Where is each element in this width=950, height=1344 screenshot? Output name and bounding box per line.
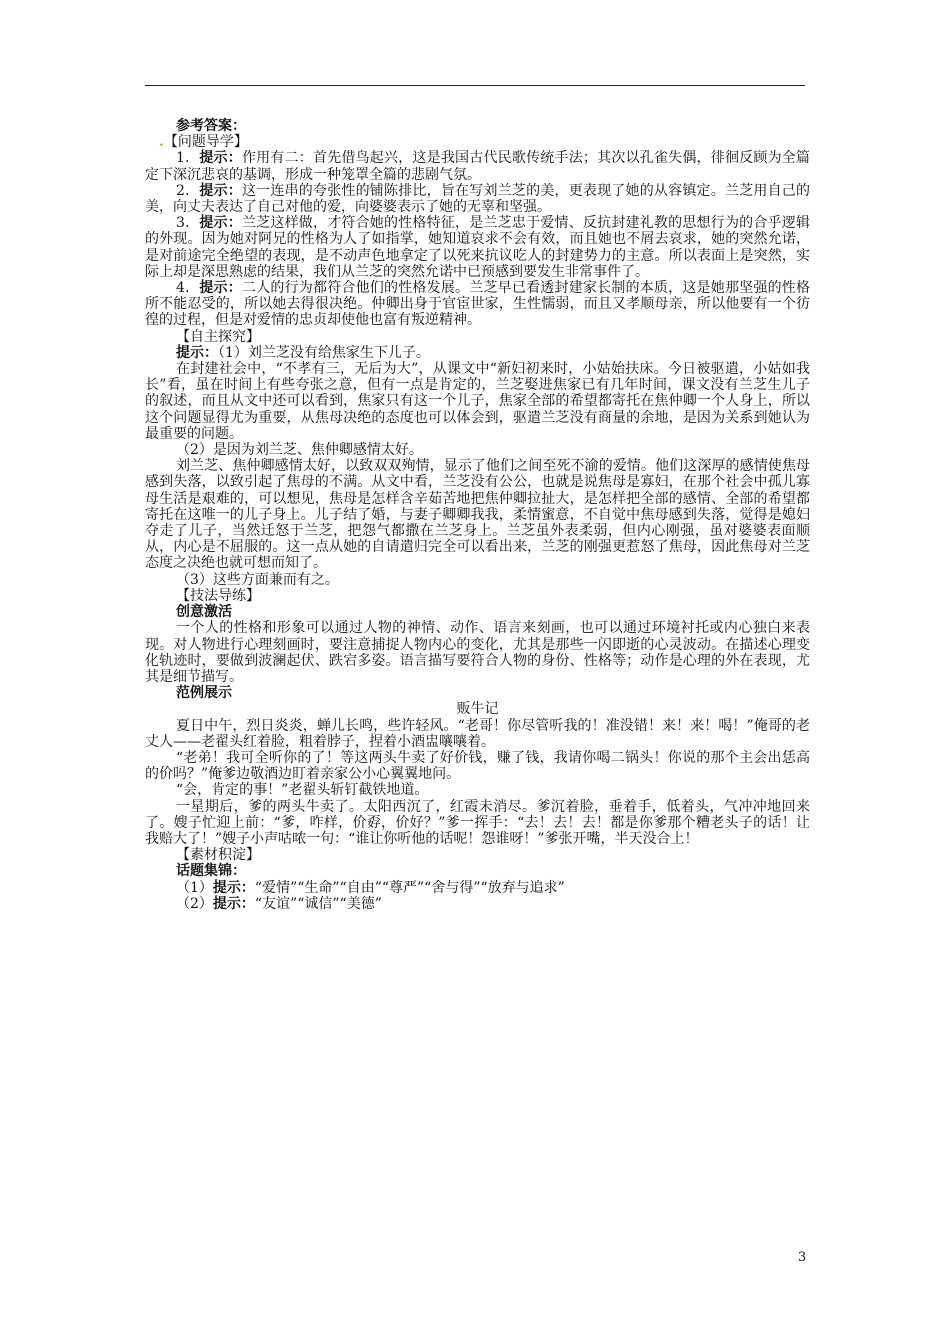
explore-point-1: 提示：（1）刘兰芝没有给焦家生下儿子。 [176, 344, 430, 361]
story-paragraph-4: 一星期后，爹的两头牛卖了。太阳西沉了，红霞未消尽。爹沉着脸，垂着手，低着头，气冲冲地回来了。嫂子忙迎上前：“爹，咋样，价孬，价好？”爹一挥手：“去！去！去！都是你爹那个糟老头子的话！让我赔大了！”嫂子小声咕哝一句：“谁让你听他的话呢！怨谁呀！”爹张开嘴，半天没合上！ [145, 798, 810, 847]
answer-4: 4．提示：二人的行为都符合他们的性格发展。兰芝早已看透封建家长制的本质，这是她那坚强的性格所不能忍受的，所以她去得很决绝。仲卿出身于官宦世家，生性懦弱，而且又孝顺母亲，所以他要有一个彷徨的过程，但是对爱情的忠贞却使他也富有叛逆精神。 [145, 280, 810, 329]
document-body [145, 118, 810, 912]
topic-item-1: （1）提示：“爱情”“生命”“自由”“尊严”“舍与得”“放弃与追求” [176, 879, 565, 896]
explore-paragraph-1: 在封建社会中，“不孝有三，无后为大”，从课文中“新妇初来时，小姑始扶床。今日被驱遣，小姑如我长”看，虽在时间上有些夸张之意，但有一点是肯定的，兰芝娶进焦家已有几年时间，课文没有兰芝生儿子的叙述，而且从文中还可以看到，焦家只有这一个儿子，焦家全部的希望都寄托在焦仲卿一个人身上，所以这个问题显得尤为重要，从焦母决绝的态度也可以体会到，驱遣兰芝没有商量的余地，是因为关系到她认为最重要的问题。 [145, 361, 810, 442]
creative-heading: 创意激活 [176, 604, 232, 621]
creative-paragraph: 一个人的性格和形象可以通过人物的神情、动作、语言来刻画，也可以通过环境衬托或内心独白来表现。对人物进行心理刻画时，要注意捕捉人物内心的变化，尤其是那些一闪即逝的心灵波动。在描述心理变化轨迹时，要做到波澜起伏、跌宕多姿。语言描写要符合人物的身份、性格等；动作是心理的外在表现，尤其是细节描写。 [145, 620, 810, 685]
answer-3: 3．提示：兰芝这样做，才符合她的性格特征，是兰芝忠于爱情、反抗封建礼教的思想行为的合乎逻辑的外现。因为她对阿兄的性格为人了如指掌，她知道哀求不会有效，而且她也不屑去哀求，她的突然允诺，是对前途完全绝望的表现，是不动声色地拿定了以死来抗议吃人的封建势力的主意。所以表面上是突然，实际上却是深思熟虑的结果，我们从兰芝的突然允诺中已预感到要发生非常事件了。 [145, 215, 810, 280]
topics-heading: 话题集锦： [176, 863, 246, 880]
explore-paragraph-2: 刘兰芝、焦仲卿感情太好，以致双双殉情，显示了他们之间至死不渝的爱情。他们这深厚的感情使焦母感到失落，以致引起了焦母的不满。从文中看，兰芝没有公公，也就是说焦母是寡妇，在那个社会中孤儿寡母生活是艰难的，可以想见，焦母是怎样含辛茹苦地把焦仲卿拉扯大，是怎样把全部的感情、全部的希望都寄托在这唯一的儿子身上。儿子结了婚，与妻子卿卿我我，柔情蜜意，不自觉中焦母感到失落，觉得是媳妇夺走了儿子，当然迁怒于兰芝，把怨气都撒在兰芝身上。兰芝虽外表柔弱，但内心刚强，虽对婆婆表面顺从，内心是不屈服的。这一点从她的自请遣归完全可以看出来，兰芝的刚强更惹怒了焦母，因此焦母对兰芝态度之决绝也就可想而知了。 [145, 458, 810, 572]
answer-2: 2．提示：这一连串的夸张性的铺陈排比，旨在写刘兰芝的美，更表现了她的从容镇定。兰芝用自己的美，向丈夫表达了自己对他的爱，向婆婆表示了她的无辜和坚强。 [145, 182, 810, 216]
section-skill-practice: 【技法导练】 [176, 587, 260, 604]
answer-1: 1．提示：作用有二：首先借鸟起兴，这是我国古代民歌传统手法；其次以孔雀失偶，徘徊反顾为全篇定下深沉悲哀的基调，形成一种笼罩全篇的悲剧气氛。 [145, 150, 810, 183]
explore-point-3: （3）这些方面兼而有之。 [176, 571, 339, 588]
topic-item-2: （2）提示：“友谊”“诚信”“美德” [176, 895, 382, 912]
story-paragraph-3: “会，肯定的事！”老翟头斩钉截铁地道。 [176, 782, 429, 799]
story-title: 贩牛记 [456, 701, 499, 718]
page-number: 3 [798, 1250, 807, 1265]
answers-heading: 参考答案： [176, 118, 246, 134]
example-heading: 范例展示 [176, 685, 232, 702]
header-rule [145, 85, 805, 86]
section-material: 【素材积淀】 [176, 847, 260, 864]
story-paragraph-1: 夏日中午，烈日炎炎，蝉儿长鸣，些许轻风。“老哥！你尽管听我的！准没错！来！来！喝！”俺哥的老丈人——老翟头红着脸，粗着脖子，捏着小酒盅嚷嚷着。 [145, 717, 810, 750]
section-problem-guide: .【问题导学】 [159, 134, 248, 151]
mark-dot: . [159, 134, 164, 151]
story-paragraph-2: “老弟！我可全听你的了！等这两头牛卖了好价钱，赚了钱，我请你喝二锅头！你说的那个主会出恁高的价吗？”俺爹边敬酒边盯着亲家公小心翼翼地问。 [145, 749, 810, 783]
explore-point-2: （2）是因为刘兰芝、焦仲卿感情太好。 [176, 442, 423, 459]
section-self-explore: 【自主探究】 [176, 328, 260, 345]
